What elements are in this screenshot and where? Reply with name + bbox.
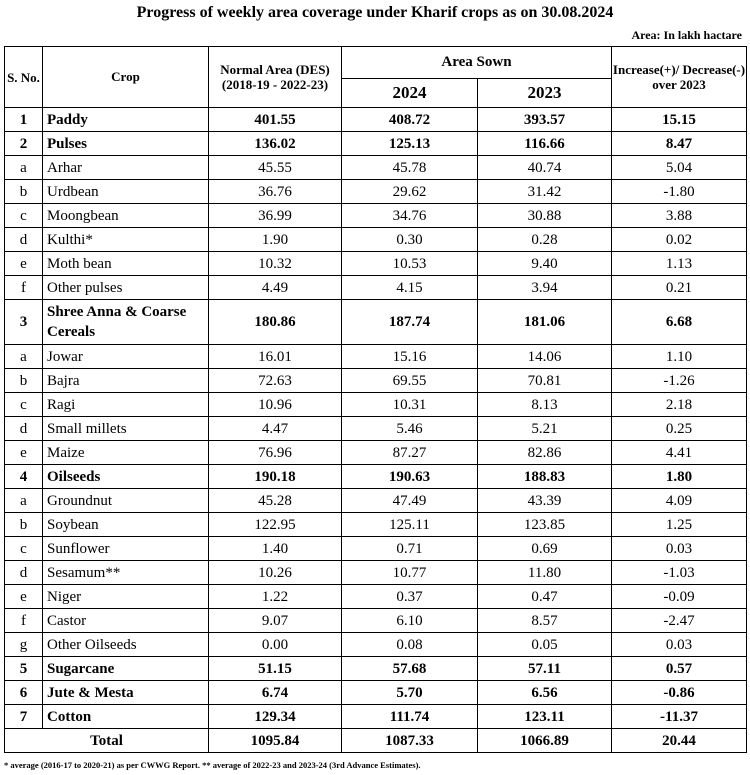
header-normal-area: Normal Area (DES) (2018-19 - 2022-23) (209, 47, 342, 108)
table-row (5, 489, 747, 513)
row-normal-area: 136.02 (209, 132, 342, 156)
row-change: -0.86 (612, 681, 747, 705)
row-crop: Other Oilseeds (43, 633, 209, 657)
row-normal-area: 4.49 (209, 276, 342, 300)
row-sno: e (5, 252, 43, 276)
table-row (5, 609, 747, 633)
row-area-2024: 34.76 (342, 204, 478, 228)
row-area-2024: 125.11 (342, 513, 478, 537)
table-row (5, 417, 747, 441)
header-change: Increase(+)/ Decrease(-) over 2023 (612, 47, 747, 108)
row-normal-area: 72.63 (209, 369, 342, 393)
table-row (5, 441, 747, 465)
table-row (5, 705, 747, 729)
row-normal-area: 9.07 (209, 609, 342, 633)
table-row (5, 300, 747, 345)
row-normal-area: 10.26 (209, 561, 342, 585)
row-area-2023: 8.13 (478, 393, 612, 417)
total-change: 20.44 (612, 729, 747, 753)
row-normal-area: 36.76 (209, 180, 342, 204)
row-crop: Niger (43, 585, 209, 609)
footnote: * average (2016-17 to 2020-21) as per CWWG Report. ** average of 2022-23 and 2023-24 (3rd Advance Estimates). (4, 760, 421, 770)
table-row (5, 537, 747, 561)
row-normal-area: 1.22 (209, 585, 342, 609)
row-normal-area: 180.86 (209, 300, 342, 345)
row-area-2024: 6.10 (342, 609, 478, 633)
table-row (5, 681, 747, 705)
row-change: 0.03 (612, 633, 747, 657)
row-sno: g (5, 633, 43, 657)
table-row (5, 369, 747, 393)
row-sno: c (5, 204, 43, 228)
row-area-2023: 9.40 (478, 252, 612, 276)
table-row (5, 276, 747, 300)
row-change: 3.88 (612, 204, 747, 228)
row-change: 1.80 (612, 465, 747, 489)
row-area-2023: 123.85 (478, 513, 612, 537)
total-row (5, 729, 747, 753)
row-crop: Sugarcane (43, 657, 209, 681)
row-crop: Pulses (43, 132, 209, 156)
row-crop: Cotton (43, 705, 209, 729)
row-area-2023: 0.47 (478, 585, 612, 609)
row-crop: Bajra (43, 369, 209, 393)
row-normal-area: 129.34 (209, 705, 342, 729)
row-normal-area: 45.55 (209, 156, 342, 180)
row-sno: e (5, 441, 43, 465)
row-area-2024: 10.31 (342, 393, 478, 417)
row-sno: b (5, 369, 43, 393)
table-row (5, 345, 747, 369)
row-area-2024: 29.62 (342, 180, 478, 204)
row-change: 0.02 (612, 228, 747, 252)
row-area-2024: 5.70 (342, 681, 478, 705)
row-change: 5.04 (612, 156, 747, 180)
row-sno: d (5, 417, 43, 441)
row-crop: Jute & Mesta (43, 681, 209, 705)
row-sno: f (5, 276, 43, 300)
row-crop: Small millets (43, 417, 209, 441)
row-area-2024: 408.72 (342, 108, 478, 132)
row-crop: Soybean (43, 513, 209, 537)
row-sno: b (5, 180, 43, 204)
row-area-2023: 188.83 (478, 465, 612, 489)
row-area-2023: 6.56 (478, 681, 612, 705)
header-year-2024: 2024 (342, 79, 478, 108)
row-area-2024: 4.15 (342, 276, 478, 300)
table-row (5, 204, 747, 228)
total-label: Total (5, 729, 209, 753)
crop-coverage-table (4, 46, 747, 753)
row-area-2024: 190.63 (342, 465, 478, 489)
row-change: -11.37 (612, 705, 747, 729)
row-area-2024: 111.74 (342, 705, 478, 729)
row-sno: d (5, 561, 43, 585)
row-change: 4.41 (612, 441, 747, 465)
row-crop: Other pulses (43, 276, 209, 300)
row-crop: Jowar (43, 345, 209, 369)
row-sno: 2 (5, 132, 43, 156)
row-change: 0.21 (612, 276, 747, 300)
row-area-2024: 10.53 (342, 252, 478, 276)
table-row (5, 465, 747, 489)
row-crop: Arhar (43, 156, 209, 180)
row-area-2023: 393.57 (478, 108, 612, 132)
row-sno: 5 (5, 657, 43, 681)
table-row (5, 132, 747, 156)
row-change: -1.80 (612, 180, 747, 204)
row-crop: Castor (43, 609, 209, 633)
row-crop: Kulthi* (43, 228, 209, 252)
row-crop: Sunflower (43, 537, 209, 561)
row-change: -1.26 (612, 369, 747, 393)
row-area-2023: 116.66 (478, 132, 612, 156)
row-area-2023: 43.39 (478, 489, 612, 513)
table-row (5, 252, 747, 276)
row-change: -1.03 (612, 561, 747, 585)
row-area-2024: 45.78 (342, 156, 478, 180)
row-sno: a (5, 156, 43, 180)
table-row (5, 585, 747, 609)
table-row (5, 657, 747, 681)
row-sno: 7 (5, 705, 43, 729)
row-normal-area: 401.55 (209, 108, 342, 132)
row-sno: 1 (5, 108, 43, 132)
total-2024: 1087.33 (342, 729, 478, 753)
row-sno: 3 (5, 300, 43, 345)
row-sno: 6 (5, 681, 43, 705)
row-crop: Moth bean (43, 252, 209, 276)
row-crop: Urdbean (43, 180, 209, 204)
row-area-2023: 123.11 (478, 705, 612, 729)
row-change: -2.47 (612, 609, 747, 633)
row-normal-area: 36.99 (209, 204, 342, 228)
row-normal-area: 190.18 (209, 465, 342, 489)
table-row (5, 561, 747, 585)
unit-note: Area: In lakh hactare (631, 28, 742, 42)
row-normal-area: 4.47 (209, 417, 342, 441)
row-crop: Oilseeds (43, 465, 209, 489)
row-area-2024: 57.68 (342, 657, 478, 681)
row-crop: Shree Anna & Coarse Cereals (43, 300, 209, 345)
row-area-2023: 14.06 (478, 345, 612, 369)
row-change: 4.09 (612, 489, 747, 513)
row-normal-area: 6.74 (209, 681, 342, 705)
row-change: 6.68 (612, 300, 747, 345)
table-row (5, 633, 747, 657)
header-area-sown: Area Sown (342, 47, 612, 79)
row-crop: Maize (43, 441, 209, 465)
row-crop: Groundnut (43, 489, 209, 513)
row-area-2023: 0.28 (478, 228, 612, 252)
row-area-2024: 5.46 (342, 417, 478, 441)
row-crop: Paddy (43, 108, 209, 132)
row-area-2023: 31.42 (478, 180, 612, 204)
page-title: Progress of weekly area coverage under Kharif crops as on 30.08.2024 (136, 4, 614, 21)
row-area-2024: 47.49 (342, 489, 478, 513)
table-row (5, 108, 747, 132)
row-crop: Ragi (43, 393, 209, 417)
row-area-2024: 0.37 (342, 585, 478, 609)
table-row (5, 156, 747, 180)
row-change: 0.03 (612, 537, 747, 561)
row-crop: Moongbean (43, 204, 209, 228)
row-sno: 4 (5, 465, 43, 489)
row-sno: e (5, 585, 43, 609)
row-sno: f (5, 609, 43, 633)
row-area-2023: 30.88 (478, 204, 612, 228)
row-change: 8.47 (612, 132, 747, 156)
row-sno: c (5, 537, 43, 561)
row-area-2024: 87.27 (342, 441, 478, 465)
row-crop: Sesamum** (43, 561, 209, 585)
row-normal-area: 1.40 (209, 537, 342, 561)
row-change: 2.18 (612, 393, 747, 417)
row-area-2024: 0.30 (342, 228, 478, 252)
row-normal-area: 16.01 (209, 345, 342, 369)
row-change: 0.25 (612, 417, 747, 441)
row-normal-area: 76.96 (209, 441, 342, 465)
row-normal-area: 10.32 (209, 252, 342, 276)
row-normal-area: 51.15 (209, 657, 342, 681)
row-change: -0.09 (612, 585, 747, 609)
row-change: 0.57 (612, 657, 747, 681)
row-area-2023: 0.69 (478, 537, 612, 561)
row-area-2023: 11.80 (478, 561, 612, 585)
row-change: 1.25 (612, 513, 747, 537)
total-normal: 1095.84 (209, 729, 342, 753)
row-change: 1.13 (612, 252, 747, 276)
row-normal-area: 10.96 (209, 393, 342, 417)
row-area-2024: 0.08 (342, 633, 478, 657)
row-sno: a (5, 489, 43, 513)
row-area-2024: 69.55 (342, 369, 478, 393)
row-sno: d (5, 228, 43, 252)
row-area-2023: 82.86 (478, 441, 612, 465)
row-area-2023: 0.05 (478, 633, 612, 657)
row-normal-area: 122.95 (209, 513, 342, 537)
row-normal-area: 45.28 (209, 489, 342, 513)
row-normal-area: 1.90 (209, 228, 342, 252)
row-area-2024: 0.71 (342, 537, 478, 561)
row-area-2023: 181.06 (478, 300, 612, 345)
header-crop: Crop (43, 47, 209, 108)
row-area-2024: 15.16 (342, 345, 478, 369)
row-change: 15.15 (612, 108, 747, 132)
table-body (5, 108, 747, 729)
row-area-2024: 125.13 (342, 132, 478, 156)
row-area-2024: 187.74 (342, 300, 478, 345)
table-row (5, 228, 747, 252)
row-sno: b (5, 513, 43, 537)
header-sno: S. No. (5, 47, 43, 108)
row-area-2023: 3.94 (478, 276, 612, 300)
row-area-2024: 10.77 (342, 561, 478, 585)
row-area-2023: 5.21 (478, 417, 612, 441)
table-row (5, 393, 747, 417)
table-row (5, 180, 747, 204)
row-normal-area: 0.00 (209, 633, 342, 657)
row-area-2023: 40.74 (478, 156, 612, 180)
total-2023: 1066.89 (478, 729, 612, 753)
row-area-2023: 70.81 (478, 369, 612, 393)
table-row (5, 513, 747, 537)
row-area-2023: 57.11 (478, 657, 612, 681)
row-sno: c (5, 393, 43, 417)
row-area-2023: 8.57 (478, 609, 612, 633)
row-sno: a (5, 345, 43, 369)
row-change: 1.10 (612, 345, 747, 369)
header-year-2023: 2023 (478, 79, 612, 108)
